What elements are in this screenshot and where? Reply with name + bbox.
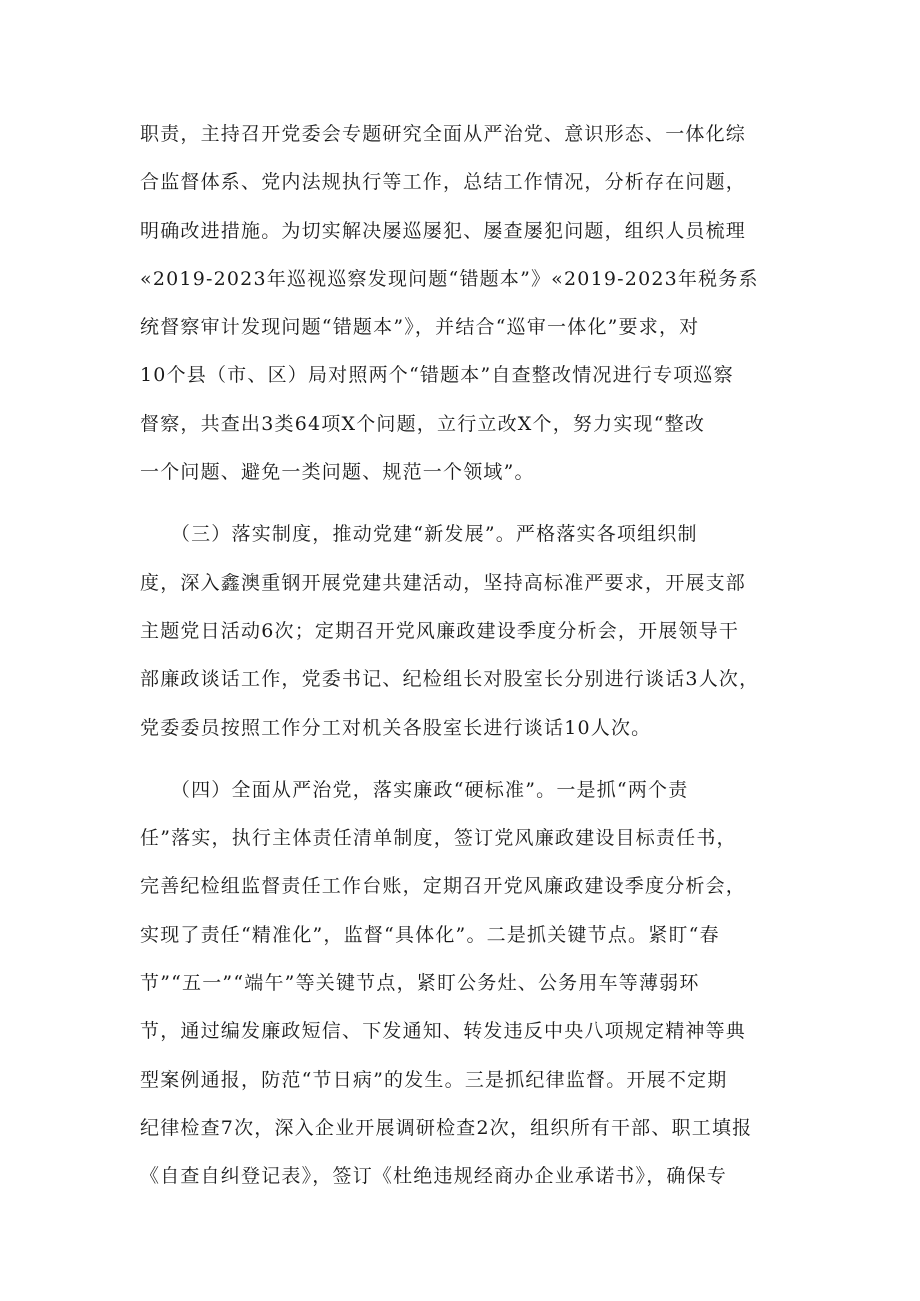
text-line: 10个县（市、区）局对照两个“错题本”自查整改情况进行专项巡察 — [140, 364, 734, 387]
text-line: 主题党日活动6次；定期召开党风廉政建设季度分析会，开展领导干 — [140, 619, 740, 642]
paragraph-spacer — [140, 496, 800, 510]
paragraph-3 — [140, 766, 800, 1201]
text-line: 完善纪检组监督责任工作台账，定期召开党风廉政建设季度分析会， — [140, 875, 747, 898]
text-line: 《自查自纠登记表》，签订《杜绝违规经商办企业承诺书》，确保专 — [140, 1165, 728, 1188]
body-text — [140, 110, 800, 1201]
paragraph-2 — [140, 510, 800, 751]
text-line: 型案例通报，防范“节日病”的发生。三是抓纪律监督。开展不定期 — [140, 1068, 728, 1091]
text-line: 部廉政谈话工作，党委书记、纪检组长对股室长分别进行谈话3人次， — [140, 668, 760, 691]
text-line: （三）落实制度，推动党建“新发展”。严格落实各项组织制 — [140, 523, 698, 546]
text-line: （四）全面从严治党，落实廉政“硬标准”。一是抓“两个责 — [140, 778, 689, 801]
text-line: 督察，共查出3类64项X个问题，立行立改X个，努力实现“整改 — [140, 412, 706, 435]
text-line: 纪律检查7次，深入企业开展调研检查2次，组织所有干部、职工填报 — [140, 1116, 753, 1139]
paragraph-1 — [140, 110, 800, 496]
text-line: 度，深入鑫澳重钢开展党建共建活动，坚持高标准严要求，开展支部 — [140, 571, 747, 594]
text-line: «2019-2023年巡视巡察发现问题“错题本”》«2019-2023年税务系 — [140, 267, 759, 290]
text-line: 党委委员按照工作分工对机关各股室长进行谈话10人次。 — [140, 716, 652, 739]
text-line: 一个问题、避免一类问题、规范一个领域”。 — [140, 461, 535, 484]
text-line: 统督察审计发现问题“错题本”》，并结合“巡审一体化”要求，对 — [140, 316, 700, 339]
text-line: 合监督体系、党内法规执行等工作，总结工作情况，分析存在问题， — [140, 171, 747, 194]
paragraph-spacer — [140, 752, 800, 766]
text-line: 任”落实，执行主体责任清单制度，签订党风廉政建设目标责任书， — [140, 827, 737, 850]
text-line: 实现了责任“精准化”，监督“具体化”。二是抓关键节点。紧盯“春 — [140, 923, 720, 946]
text-line: 节”“五一”“端午”等关键节点，紧盯公务灶、公务用车等薄弱环 — [140, 972, 700, 995]
text-line: 节，通过编发廉政短信、下发通知、转发违反中央八项规定精神等典 — [140, 1020, 747, 1043]
text-line: 明确改进措施。为切实解决屡巡屡犯、屡查屡犯问题，组织人员梳理 — [140, 219, 747, 242]
text-line: 职责，主持召开党委会专题研究全面从严治党、意识形态、一体化综 — [140, 123, 747, 145]
